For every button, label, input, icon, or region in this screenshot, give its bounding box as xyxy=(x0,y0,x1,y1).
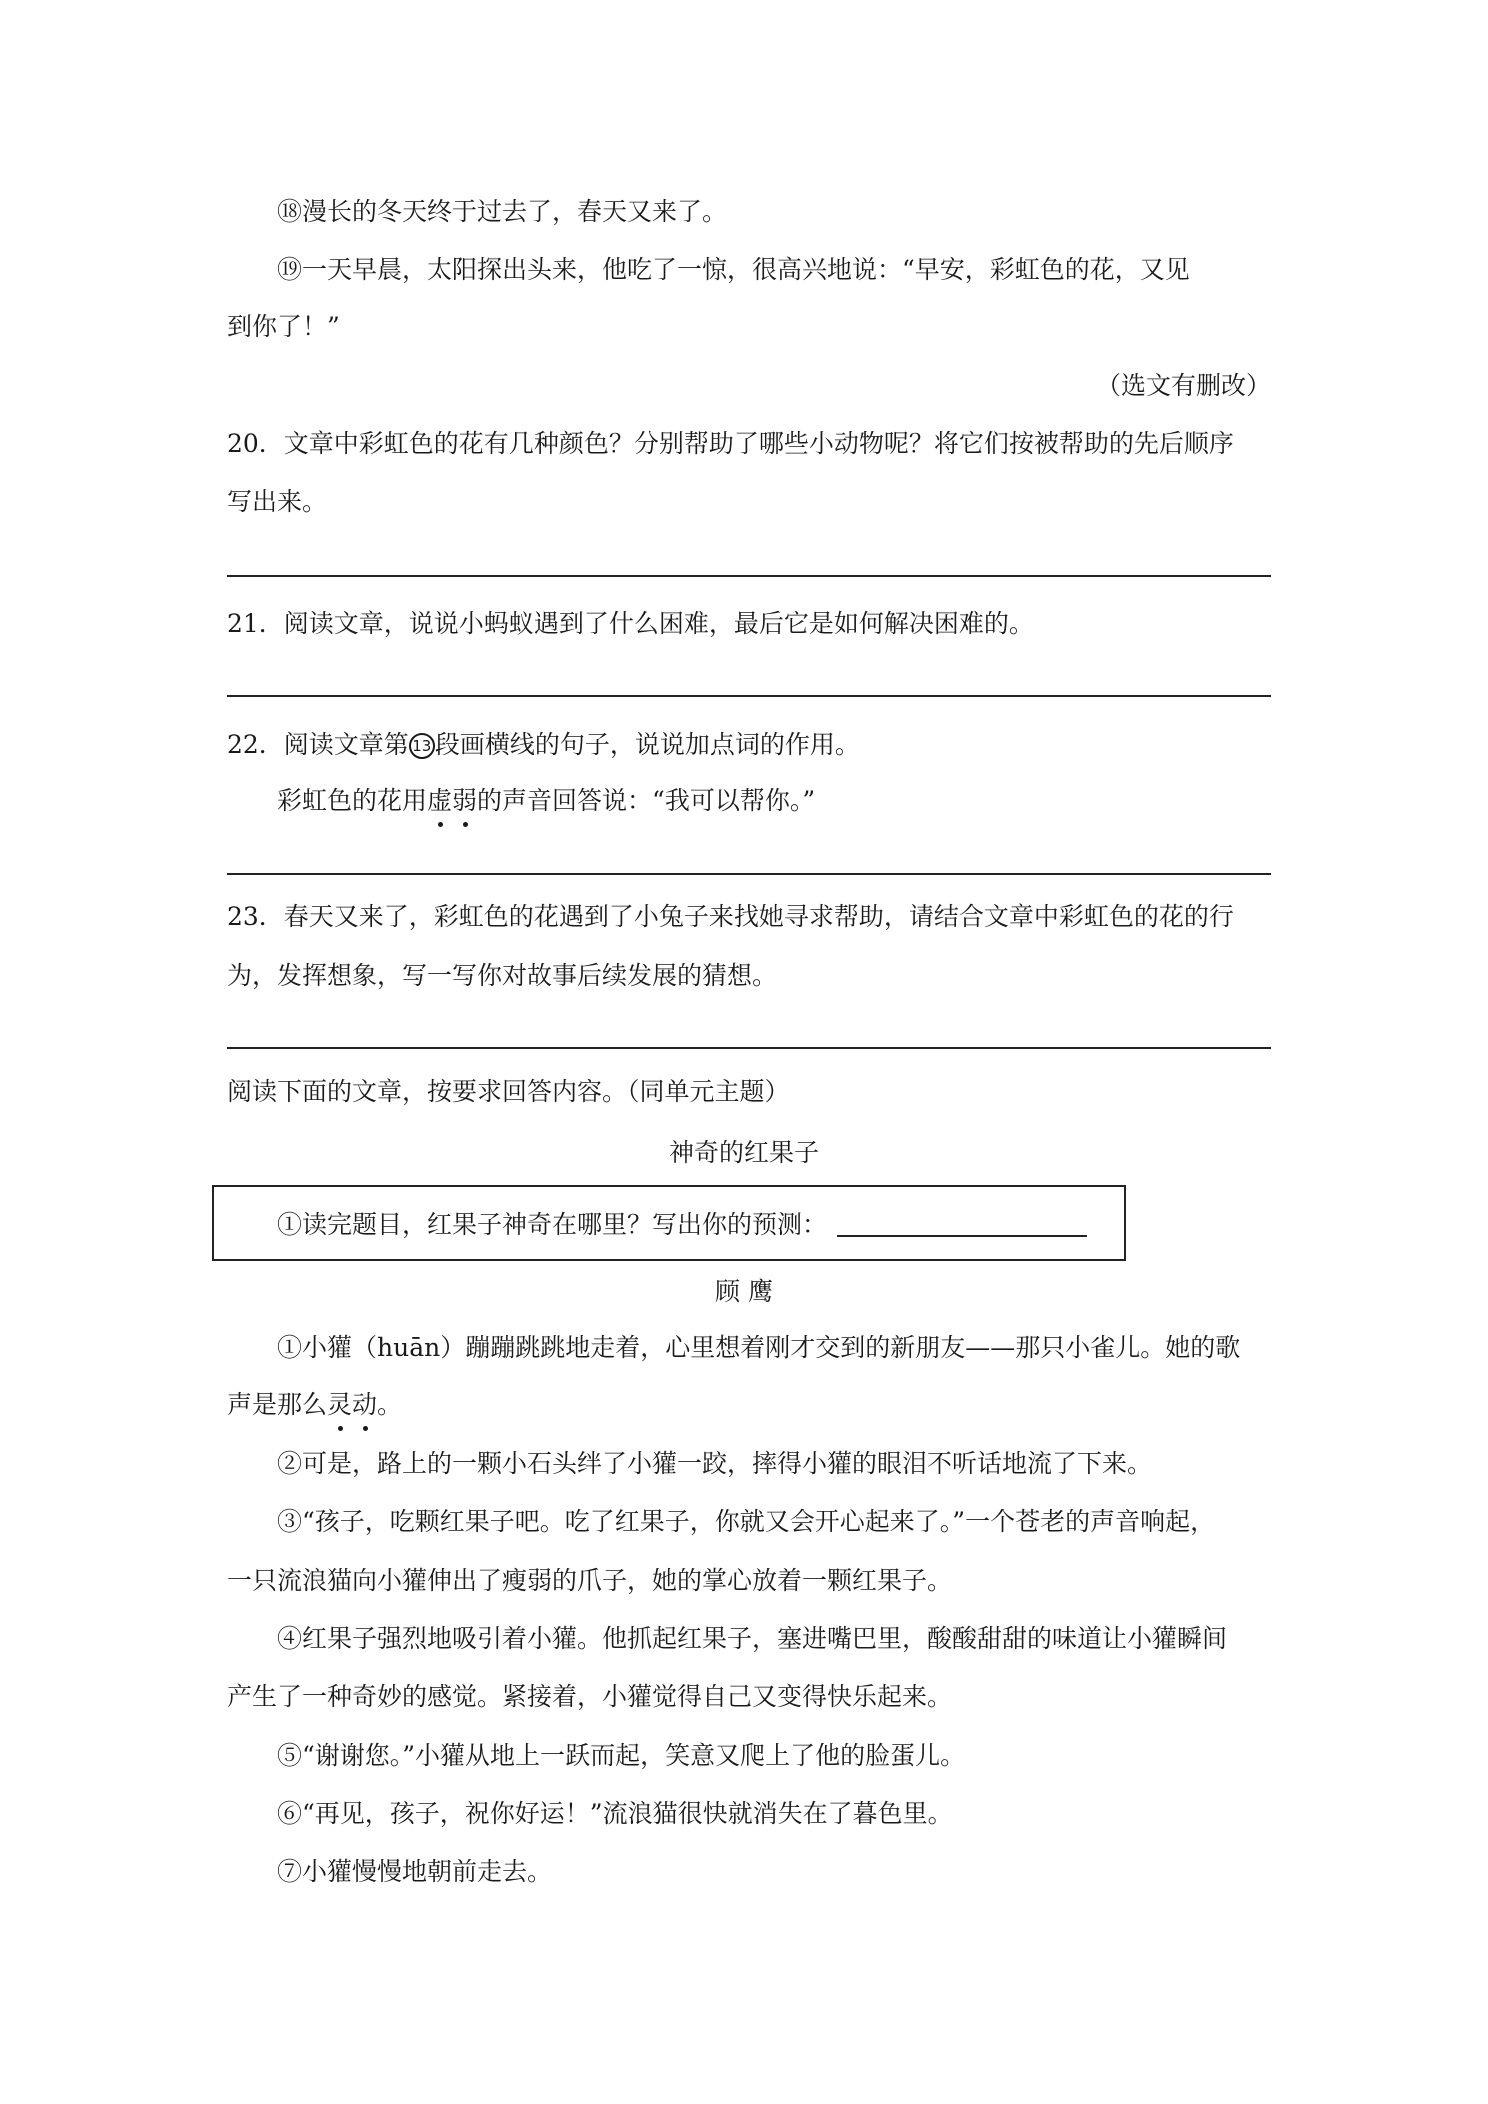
quote-suffix: 的声音回答说：“我可以帮你。” xyxy=(477,786,816,815)
source-note: （选文有删改） xyxy=(1095,371,1271,400)
question-22 xyxy=(227,728,860,762)
prediction-prompt xyxy=(277,1208,1087,1242)
answer-line-q21[interactable] xyxy=(227,695,1271,697)
question-20-line2: 写出来。 xyxy=(227,487,328,516)
dotted-char-1: 虚 xyxy=(427,784,452,818)
question-22-suffix: 段画横线的句子，说说加点词的作用。 xyxy=(434,730,860,759)
paragraph-4-line2: 产生了一种奇妙的感觉。紧接着，小獾觉得自己又变得快乐起来。 xyxy=(227,1682,953,1711)
paragraph-6: ⑥“再见，孩子，祝你好运！”流浪猫很快就消失在了暮色里。 xyxy=(277,1799,953,1828)
dotted-char-dong: 动 xyxy=(352,1388,377,1422)
paragraph-number-badge: 13 xyxy=(409,733,435,759)
paragraph-19-line1: ⑲一天早晨，太阳探出头来，他吃了一惊，很高兴地说：“早安，彩虹色的花，又见 xyxy=(277,255,1190,284)
dotted-char-2: 弱 xyxy=(452,784,477,818)
paragraph-4-line1: ④红果子强烈地吸引着小獾。他抓起红果子，塞进嘴巴里，酸酸甜甜的味道让小獾瞬间 xyxy=(277,1624,1228,1653)
paragraph-3-line1: ③“孩子，吃颗红果子吧。吃了红果子，你就又会开心起来了。”一个苍老的声音响起， xyxy=(277,1507,1216,1536)
paragraph-5: ⑤“谢谢您。”小獾从地上一跃而起，笑意又爬上了他的脸蛋儿。 xyxy=(277,1741,966,1770)
quote-prefix: 彩虹色的花用 xyxy=(277,786,428,815)
prediction-blank[interactable] xyxy=(837,1211,1087,1237)
paragraph-1-line1: ①小獾（huān）蹦蹦跳跳地走着，心里想着刚才交到的新朋友——那只小雀儿。她的歌 xyxy=(277,1333,1241,1362)
answer-line-q22[interactable] xyxy=(227,873,1271,875)
p1-line2-prefix: 声是那么 xyxy=(227,1390,328,1419)
question-21: 21．阅读文章，说说小蚂蚁遇到了什么困难，最后它是如何解决困难的。 xyxy=(227,609,1034,638)
article-title: 神奇的红果子 xyxy=(668,1138,819,1167)
answer-line-q23[interactable] xyxy=(227,1047,1271,1049)
dotted-char-ling: 灵 xyxy=(327,1388,352,1422)
article-author: 顾 鹰 xyxy=(715,1277,773,1306)
paragraph-2: ②可是，路上的一颗小石头绊了小獾一跤，摔得小獾的眼泪不听话地流了下来。 xyxy=(277,1449,1153,1478)
p1-line2-suffix: 。 xyxy=(377,1390,403,1419)
question-23-line1: 23．春天又来了，彩虹色的花遇到了小兔子来找她寻求帮助，请结合文章中彩虹色的花的行 xyxy=(227,902,1234,931)
question-22-quote xyxy=(277,784,815,818)
paragraph-3-line2: 一只流浪猫向小獾伸出了瘦弱的爪子，她的掌心放着一颗红果子。 xyxy=(227,1566,953,1595)
question-23-line2: 为，发挥想象，写一写你对故事后续发展的猜想。 xyxy=(227,961,778,990)
prediction-prompt-text: ①读完题目，红果子神奇在哪里？写出你的预测： xyxy=(277,1210,828,1239)
paragraph-1-line2 xyxy=(227,1388,402,1422)
question-22-prefix: 22．阅读文章第 xyxy=(227,730,409,759)
paragraph-18: ⑱漫长的冬天终于过去了，春天又来了。 xyxy=(277,197,728,226)
question-20-line1: 20．文章中彩虹色的花有几种颜色？分别帮助了哪些小动物呢？将它们按被帮助的先后顺序 xyxy=(227,429,1234,458)
paragraph-7: ⑦小獾慢慢地朝前走去。 xyxy=(277,1857,553,1886)
paragraph-19-line2: 到你了！” xyxy=(227,312,340,341)
answer-line-q20[interactable] xyxy=(227,575,1271,577)
reading-intro: 阅读下面的文章，按要求回答内容。（同单元主题） xyxy=(227,1077,790,1106)
